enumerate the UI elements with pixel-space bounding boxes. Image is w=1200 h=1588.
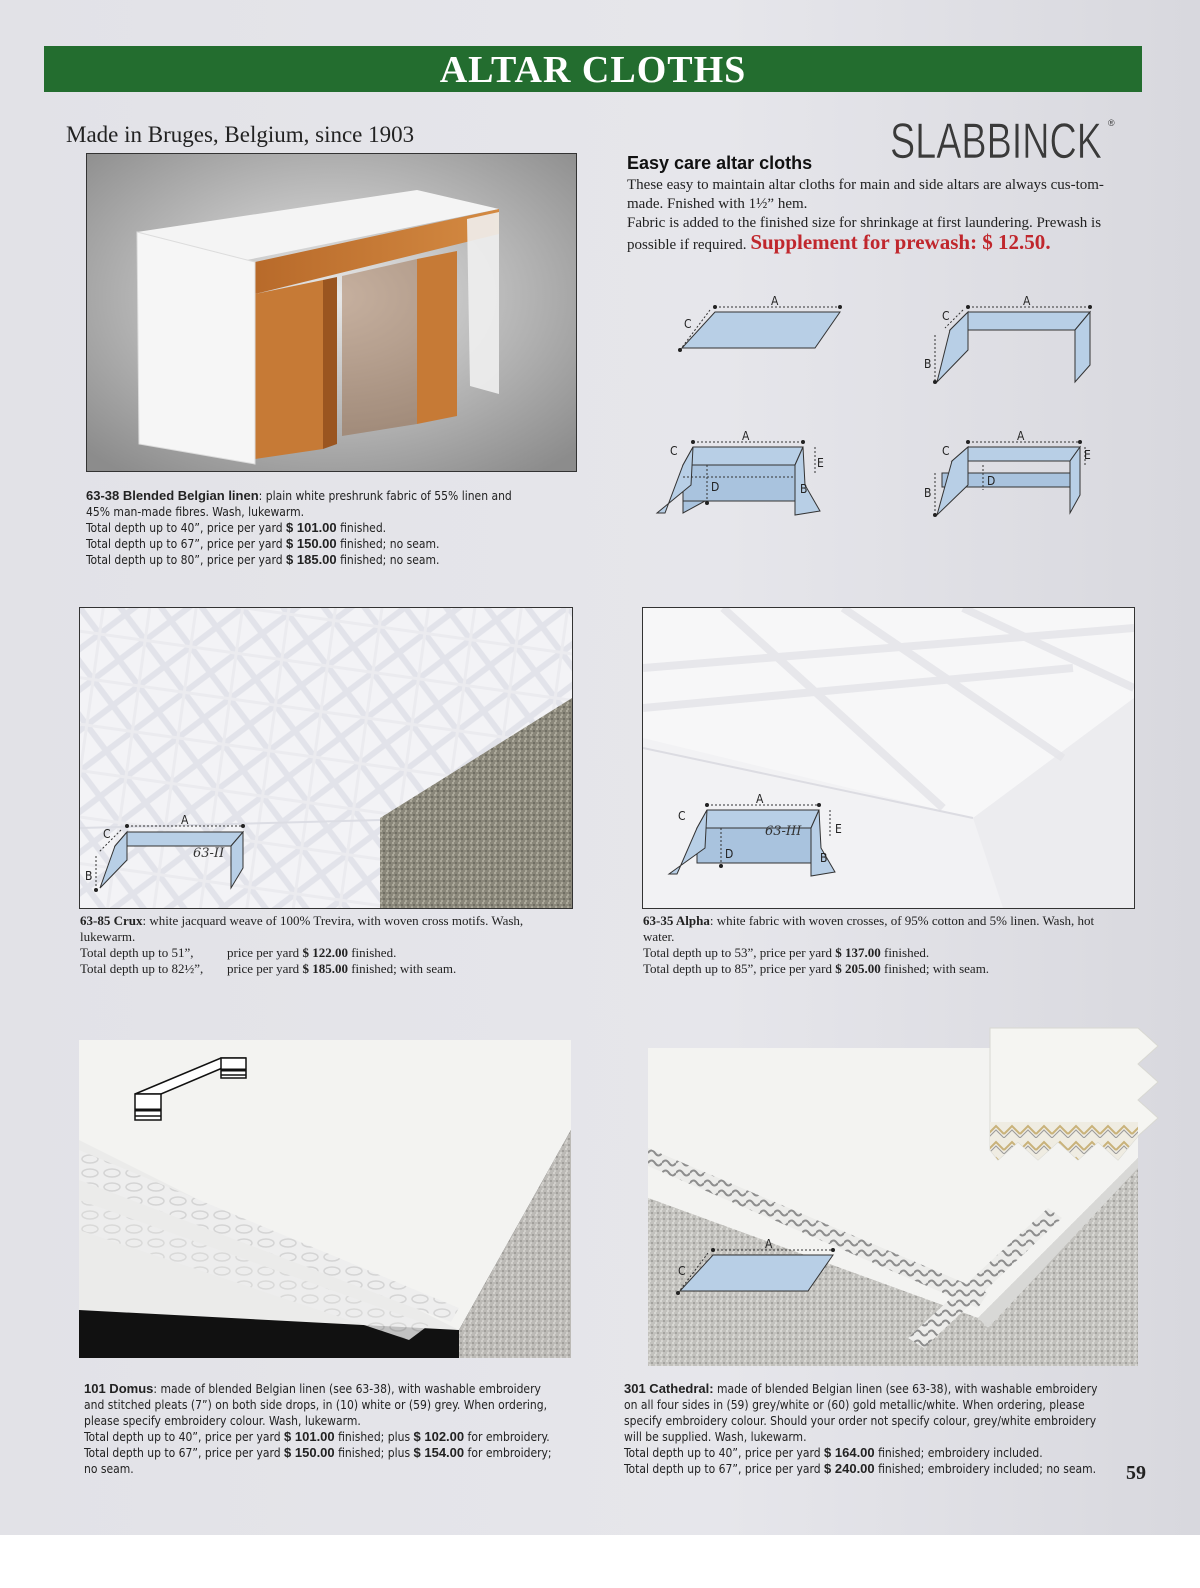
embroidery-price: $ 154.00 [413,1445,465,1460]
price-row-text: Total depth up to 67”, price per yard [86,537,287,551]
label-e: E [835,822,842,836]
cathedral-embroidery-swatch [988,1026,1160,1166]
photo-blended-linen [86,153,577,472]
price-row-end: finished. [336,521,387,535]
price-row-text: Total depth up to 67”, price per yard [84,1446,285,1460]
price: $ 101.00 [286,520,337,535]
logo-text: SLABBINCK [890,113,1102,169]
registered-mark: ® [1108,118,1115,128]
price-row-end: finished; embroidery included; no seam. [874,1462,1097,1476]
prewash-supplement: Supplement for prewash: $ 12.50 [750,230,1046,254]
price: $ 101.00 [284,1429,335,1444]
price-row-text: Total depth up to 67”, price per yard [624,1462,825,1476]
price-row-text: Total depth up to 40”, price per yard [84,1430,285,1444]
label-d: D [987,474,996,488]
photo-alpha [642,607,1135,909]
linen-table-illustration [87,154,576,471]
label-c: C [684,317,692,331]
product-name: 301 Cathedral: [624,1381,714,1396]
label-b: B [820,851,828,865]
product-desc: made of blended Belgian linen (see 63-38), with washable embroidery on all four sides in (59) grey/white or (60) gold metallic/white. When ordering, please specify embroidery colour. Should your order not specify colour, grey/white embroidery will be supplied. Wash, lukewarm. [624,1382,1098,1444]
product-name: 63-85 Crux [80,913,143,928]
easy-care-line: These easy to maintain altar cloths for main and side altars are always cus-tom-made. Fnished with 1½” hem. [627,177,1104,212]
easy-care-line: Fabric is added to the finished size for shrinkage at first laundering. Prewash is possible if required. [627,215,1102,253]
price-row-mid: finished; plus [334,1430,414,1444]
page-title: ALTAR CLOTHS [439,49,747,91]
caption-63-38 [86,488,526,568]
price-row-end: finished; no seam. [336,537,440,551]
domus-drop-diagram [131,1048,251,1133]
caption-63-35 [643,913,1123,977]
price: $ 150.00 [284,1445,335,1460]
price: $ 122.00 [302,945,348,960]
price: $ 164.00 [824,1445,875,1460]
price-row-end: finished; with seam. [880,961,990,976]
price-row-text: Total depth up to 80”, price per yard [86,553,287,567]
diagram-side-drops [920,290,1100,390]
diagram-63-III [663,788,848,883]
diagram-frontal-drops [920,425,1100,520]
product-desc: : white jacquard weave of 100% Trevira, with woven cross motifs. Wash, lukewarm. [80,913,524,944]
price-row-text: Total depth up to 40”, price per yard [86,521,287,535]
product-desc: : made of blended Belgian linen (see 63-38), with washable embroidery and stitched pleats (7”) on both side drops, in (10) white or (59) grey. When ordering, please specify embroidery colour. Wash, lukewarm. [84,1382,548,1428]
price-row-end: for embroidery; no seam. [84,1446,552,1476]
caption-63-85 [80,913,560,977]
product-desc: : plain white preshrunk fabric of 55% linen and 45% man-made fibres. Wash, lukewarm. [86,489,512,519]
label-a: A [771,294,779,308]
label-c: C [670,444,678,458]
embroidery-price: $ 102.00 [413,1429,465,1444]
depth-label: Total depth up to 82½”, [80,961,204,976]
price-row-end: for embroidery. [464,1430,550,1444]
price-row-text: Total depth up to 53”, price per yard [643,945,836,960]
price: $ 137.00 [835,945,881,960]
price: $ 185.00 [286,552,337,567]
price-row-text: price per yard [227,945,303,960]
price: $ 205.00 [835,961,881,976]
caption-101-domus [84,1381,564,1477]
easy-care-heading: Easy care altar cloths [627,153,813,173]
label-a: A [1023,294,1031,308]
price-row-end: finished; embroidery included. [874,1446,1043,1460]
diagram-63-II [85,808,255,893]
label-d: D [725,847,734,861]
label-e: E [1084,448,1091,462]
photo-domus [79,1040,571,1358]
depth-label: Total depth up to 51”, [80,945,194,960]
price-row-text: price per yard [227,961,303,976]
diagram-tag: 63-III [765,824,802,839]
label-b: B [924,357,932,371]
price-row-mid: finished; plus [334,1446,414,1460]
slabbinck-logo [890,108,1120,172]
diagram-tag: 63-II [193,846,225,861]
label-b: B [924,486,932,500]
photo-crux [79,607,573,909]
diagram-frontal [655,425,835,520]
label-c: C [103,827,111,841]
product-name: 63-38 Blended Belgian linen [86,488,259,503]
label-e: E [817,456,824,470]
price-row-end: finished; with seam. [347,961,457,976]
label-a: A [765,1237,773,1251]
price-row-text: Total depth up to 85”, price per yard [643,961,836,976]
label-a: A [756,792,764,806]
product-name: 63-35 Alpha [643,913,710,928]
label-a: A [742,429,750,443]
diagram-cathedral-flat [668,1233,848,1303]
label-c: C [678,809,686,823]
label-c: C [942,444,950,458]
label-a: A [181,813,189,827]
caption-301-cathedral [624,1381,1114,1477]
diagram-flat-cloth [670,290,860,360]
label-a: A [1017,429,1025,443]
product-desc: : white fabric with woven crosses, of 95% cotton and 5% linen. Wash, hot water. [643,913,1095,944]
label-b: B [800,482,808,496]
price-row-end: finished. [347,945,397,960]
label-c: C [678,1264,686,1278]
page-number: 59 [1126,1462,1146,1484]
price: $ 240.00 [824,1461,875,1476]
supplement-period: . [1045,230,1051,254]
easy-care-text [627,176,1127,255]
price-row-end: finished. [880,945,930,960]
price: $ 150.00 [286,536,337,551]
label-b: B [85,869,93,883]
price: $ 185.00 [302,961,348,976]
subtitle: Made in Bruges, Belgium, since 1903 [66,122,415,147]
label-d: D [711,480,720,494]
price-row-text: Total depth up to 40”, price per yard [624,1446,825,1460]
price-row-end: finished; no seam. [336,553,440,567]
product-name: 101 Domus [84,1381,154,1396]
label-c: C [942,309,950,323]
page-title-banner [44,46,1142,92]
